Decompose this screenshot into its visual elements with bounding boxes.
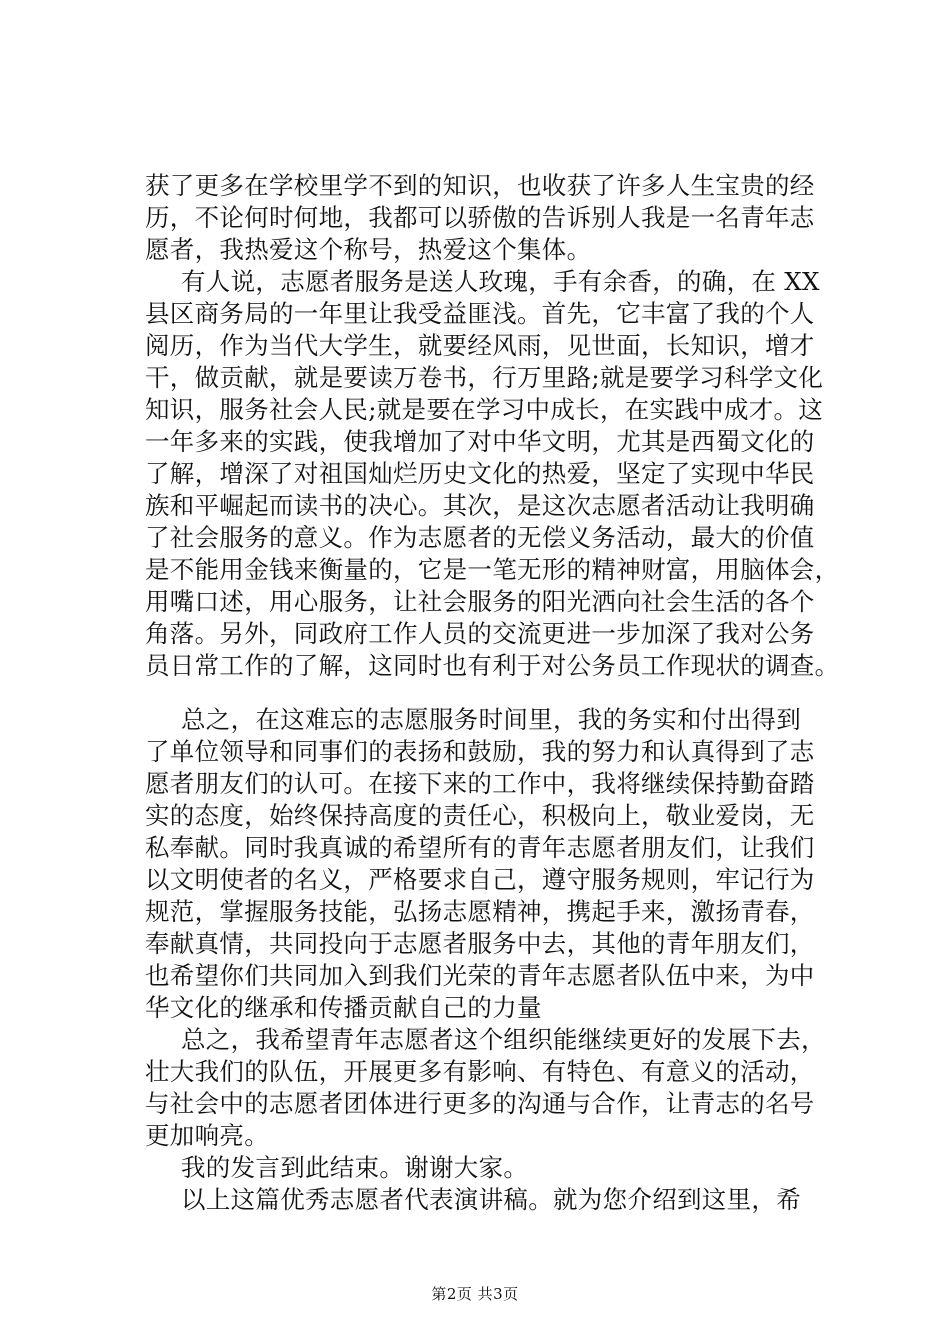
paragraph-2	[145, 266, 845, 682]
text-line: 总之，我希望青年志愿者这个组织能继续更好的发展下去，	[181, 1025, 826, 1054]
text-line: 与社会中的志愿者团体进行更多的沟通与合作，让青志的名号	[145, 1089, 815, 1118]
text-line: 实的态度，始终保持高度的责任心，积极向上，敬业爱岗，无	[145, 801, 815, 830]
text-line: 知识，服务社会人民;就是要在学习中成长，在实践中成才。这	[145, 395, 824, 424]
page-number-label: 第2页 共3页	[431, 1285, 519, 1303]
text-line: 历，不论何时何地，我都可以骄傲的告诉别人我是一名青年志	[145, 203, 815, 232]
text-line: 以上这篇优秀志愿者代表演讲稿。就为您介绍到这里，希	[181, 1185, 801, 1214]
text-line: 规范，掌握服务技能，弘扬志愿精神，携起手来，激扬青春，	[145, 897, 815, 926]
text-line: 族和平崛起而读书的决心。其次，是这次志愿者活动让我明确	[145, 491, 815, 520]
paragraph-3	[145, 704, 845, 1024]
text-line: 私奉献。同时我真诚的希望所有的青年志愿者朋友们，让我们	[145, 833, 815, 862]
text-line: 奉献真情，共同投向于志愿者服务中去，其他的青年朋友们，	[145, 929, 815, 958]
text-line: 角落。另外，同政府工作人员的交流更进一步加深了我对公务	[145, 619, 815, 648]
page-footer	[0, 1284, 950, 1304]
text-line: 愿者，我热爱这个称号，热爱这个集体。	[145, 235, 592, 264]
text-line: 了单位领导和同事们的表扬和鼓励，我的努力和认真得到了志	[145, 737, 815, 766]
paragraph-4	[145, 1024, 845, 1152]
text-line: 用嘴口述，用心服务，让社会服务的阳光洒向社会生活的各个	[145, 587, 815, 616]
text-line: 县区商务局的一年里让我受益匪浅。首先，它丰富了我的个人	[145, 299, 815, 328]
text-line: 了解，增深了对祖国灿烂历史文化的热爱，坚定了实现中华民	[145, 459, 815, 488]
paragraph-6	[145, 1184, 845, 1216]
text-line: 获了更多在学校里学不到的知识，也收获了许多人生宝贵的经	[145, 171, 815, 200]
text-line: 员日常工作的了解，这同时也有利于对公务员工作现状的调查。	[145, 651, 840, 680]
paragraph-5	[145, 1152, 845, 1184]
text-line: 阅历，作为当代大学生，就要经风雨，见世面，长知识，增才	[145, 331, 815, 360]
paragraph-spacer	[145, 682, 845, 704]
text-line: 干，做贡献，就是要读万卷书，行万里路;就是要学习科学文化	[145, 363, 824, 392]
text-line: 愿者朋友们的认可。在接下来的工作中，我将继续保持勤奋踏	[145, 769, 815, 798]
text-line: 有人说，志愿者服务是送人玫瑰，手有余香，的确，在 XX	[181, 267, 820, 296]
text-line: 也希望你们共同加入到我们光荣的青年志愿者队伍中来，为中	[145, 961, 815, 990]
text-line: 总之，在这难忘的志愿服务时间里，我的务实和付出得到	[181, 705, 801, 734]
text-line: 壮大我们的队伍，开展更多有影响、有特色、有意义的活动，	[145, 1057, 815, 1086]
text-line: 一年多来的实践，使我增加了对中华文明，尤其是西蜀文化的	[145, 427, 815, 456]
paragraph-1	[145, 170, 845, 266]
text-line: 以文明使者的名义，严格要求自己，遵守服务规则，牢记行为	[145, 865, 815, 894]
text-line: 是不能用金钱来衡量的，它是一笔无形的精神财富，用脑体会，	[145, 555, 840, 584]
text-line: 华文化的继承和传播贡献自己的力量	[145, 993, 542, 1022]
document-body	[145, 170, 845, 1216]
text-line: 了社会服务的意义。作为志愿者的无偿义务活动，最大的价值	[145, 523, 815, 552]
text-line: 我的发言到此结束。谢谢大家。	[181, 1153, 529, 1182]
text-line: 更加响亮。	[145, 1121, 269, 1150]
